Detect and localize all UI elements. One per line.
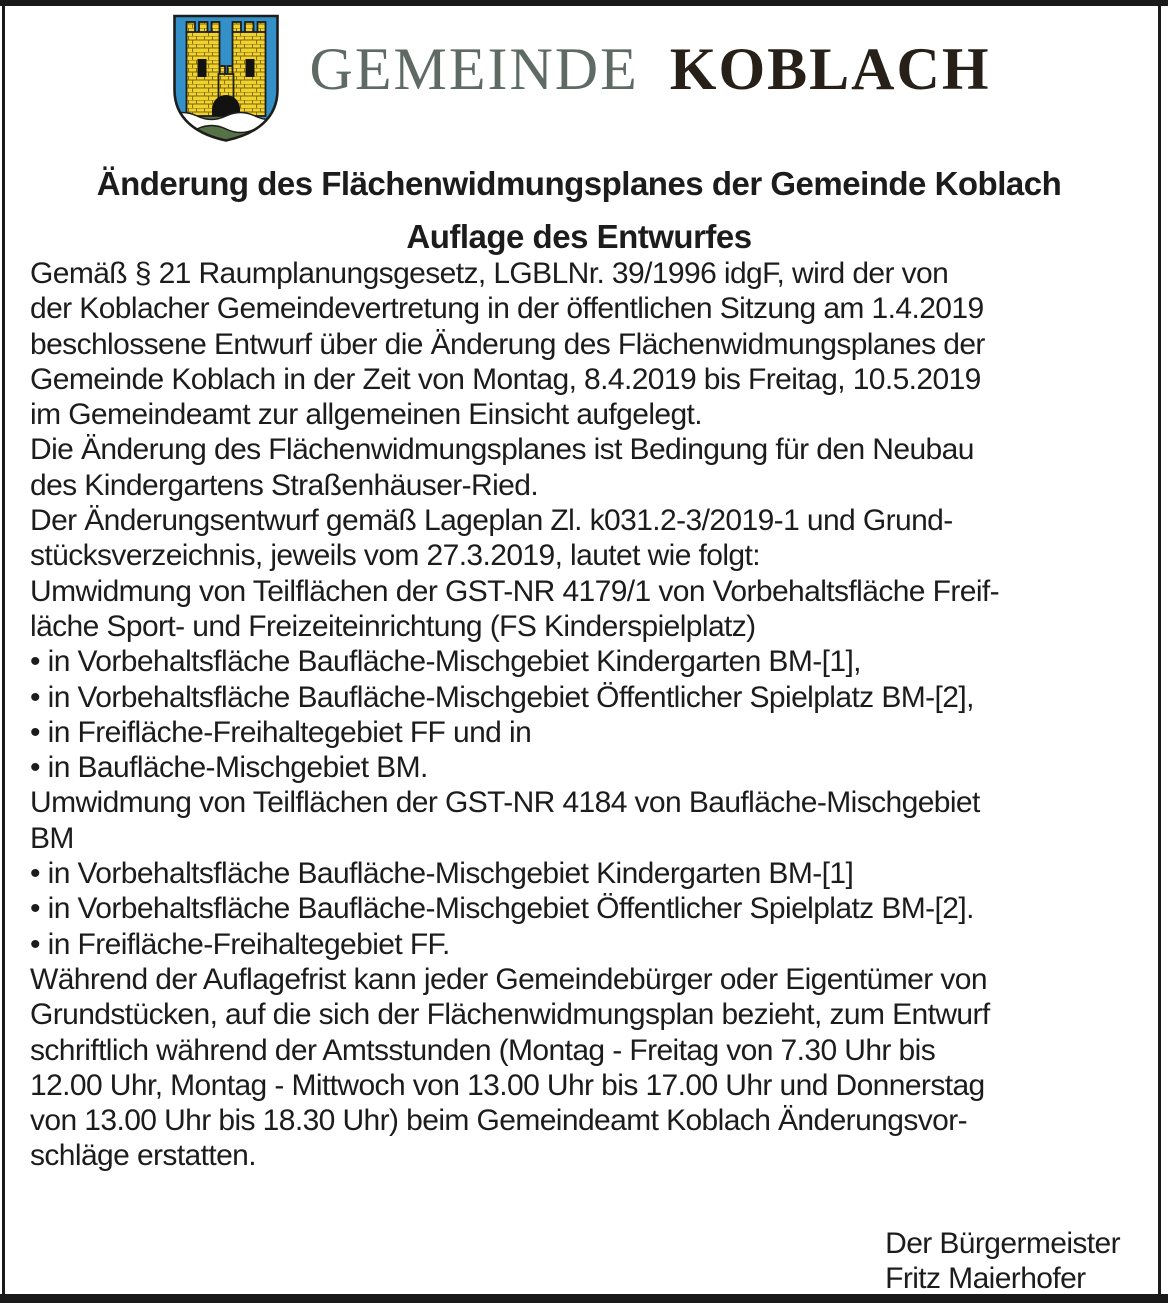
text-line: • in Vorbehaltsfläche Baufläche-Mischgebiet Öffentlicher Spielplatz BM-[2], <box>30 680 974 714</box>
koblach-coat-of-arms-icon <box>168 12 284 144</box>
text-line: Gemeinde Koblach in der Zeit von Montag, 8.4.2019 bis Freitag, 10.5.2019 <box>30 362 981 396</box>
text-line: läche Sport- und Freizeiteinrichtung (FS Kinderspielplatz) <box>30 609 756 643</box>
signature-name: Fritz Maierhofer <box>885 1262 1086 1295</box>
text-line: • in Freifläche-Freihaltegebiet FF und in <box>30 715 532 749</box>
text-line: des Kindergartens Straßenhäuser-Ried. <box>30 468 539 502</box>
page-border-left <box>2 0 5 1303</box>
text-line: Die Änderung des Flächenwidmungsplanes ist Bedingung für den Neubau <box>30 433 974 467</box>
page-subtitle: Auflage des Entwurfes <box>406 218 752 255</box>
text-line: Umwidmung von Teilflächen der GST-NR 4179/1 von Vorbehaltsfläche Freif- <box>30 574 1000 608</box>
text-line: 12.00 Uhr, Montag - Mittwoch von 13.00 Uhr bis 17.00 Uhr und Donnerstag <box>30 1068 985 1102</box>
text-line: schriftlich während der Amtsstunden (Montag - Freitag von 7.30 Uhr bis <box>30 1033 936 1067</box>
text-line: Während der Auflagefrist kann jeder Gemeindebürger oder Eigentümer von <box>30 962 987 996</box>
text-line: Grundstücken, auf die sich der Flächenwidmungsplan bezieht, zum Entwurf <box>30 998 990 1032</box>
page-border-right <box>1158 0 1161 1303</box>
page-border-top <box>0 0 1168 6</box>
text-line: • in Baufläche-Mischgebiet BM. <box>30 751 428 785</box>
announcement-body <box>30 256 1134 1174</box>
text-line: beschlossene Entwurf über die Änderung des Flächenwidmungsplanes der <box>30 327 985 361</box>
text-line: Der Änderungsentwurf gemäß Lageplan Zl. k031.2-3/2019-1 und Grund- <box>30 504 953 538</box>
text-line: stücksverzeichnis, jeweils vom 27.3.2019, lautet wie folgt: <box>30 539 760 573</box>
header <box>0 8 1158 148</box>
brand-word-koblach: KOBLACH <box>669 36 991 102</box>
text-line: • in Vorbehaltsfläche Baufläche-Mischgebiet Kindergarten BM-[1], <box>30 645 861 679</box>
text-line: • in Vorbehaltsfläche Baufläche-Mischgebiet Öffentlicher Spielplatz BM-[2]. <box>30 892 974 926</box>
text-line: • in Vorbehaltsfläche Baufläche-Mischgebiet Kindergarten BM-[1] <box>30 857 854 891</box>
brand-word-gemeinde: GEMEINDE <box>309 36 639 102</box>
text-line: von 13.00 Uhr bis 18.30 Uhr) beim Gemeindeamt Koblach Änderungsvor- <box>30 1104 967 1138</box>
castle-window-right <box>245 59 254 77</box>
text-line: • in Freifläche-Freihaltegebiet FF. <box>30 927 450 961</box>
text-line: schläge erstatten. <box>30 1139 257 1173</box>
text-line: Umwidmung von Teilflächen der GST-NR 4184 von Baufläche-Mischgebiet <box>30 786 980 820</box>
text-line: im Gemeindeamt zur allgemeinen Einsicht aufgelegt. <box>30 398 703 432</box>
text-line: der Koblacher Gemeindevertretung in der öffentlichen Sitzung am 1.4.2019 <box>30 292 984 326</box>
castle-window-left <box>197 59 206 77</box>
text-line: Gemäß § 21 Raumplanungsgesetz, LGBLNr. 39/1996 idgF, wird der von <box>30 257 949 290</box>
page-title: Änderung des Flächenwidmungsplanes der Gemeinde Koblach <box>96 165 1062 202</box>
text-line: BM <box>30 821 74 855</box>
signature-block <box>885 1226 1120 1296</box>
municipality-name <box>309 36 991 117</box>
signature-role: Der Bürgermeister <box>885 1227 1120 1260</box>
